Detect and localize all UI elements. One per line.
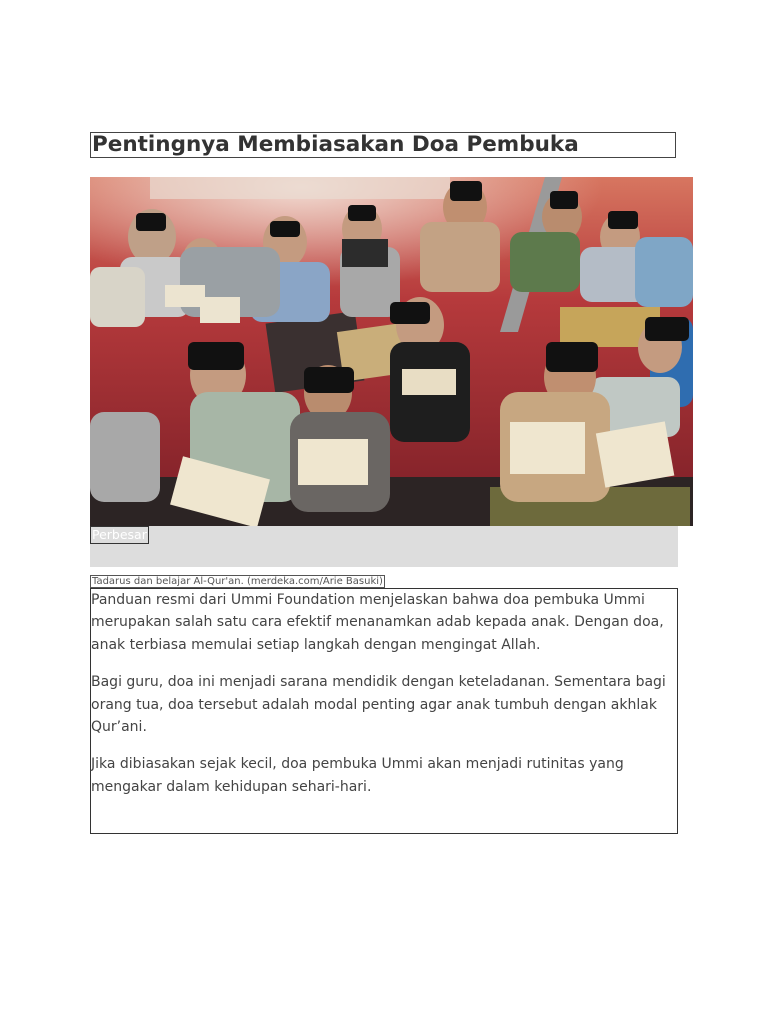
article-title: Pentingnya Membiasakan Doa Pembuka [92, 132, 579, 157]
article-body [90, 588, 678, 834]
article-paragraph: Panduan resmi dari Ummi Foundation menjelaskan bahwa doa pembuka Ummi merupakan salah satu cara efektif menanamkan adab kepada anak. Dengan doa, anak terbiasa memulai setiap langkah dengan mengingat Allah. [91, 592, 664, 653]
photo-illustration [90, 177, 693, 526]
article-image-container [90, 177, 678, 567]
article-paragraph: Bagi guru, doa ini menjadi sarana mendidik dengan keteladanan. Sementara bagi orang tua, doa tersebut adalah modal penting agar anak tumbuh dengan akhlak Qur’ani. [91, 674, 666, 736]
enlarge-image-button[interactable]: Perbesar [92, 527, 147, 542]
article-photo[interactable] [90, 177, 693, 526]
article-paragraph: Jika dibiasakan sejak kecil, doa pembuka Ummi akan menjadi rutinitas yang mengakar dalam kehidupan sehari-hari. [91, 756, 624, 795]
article-title-box [90, 132, 676, 158]
image-caption: Tadarus dan belajar Al-Qur'an. (merdeka.com/Arie Basuki) [92, 576, 383, 587]
